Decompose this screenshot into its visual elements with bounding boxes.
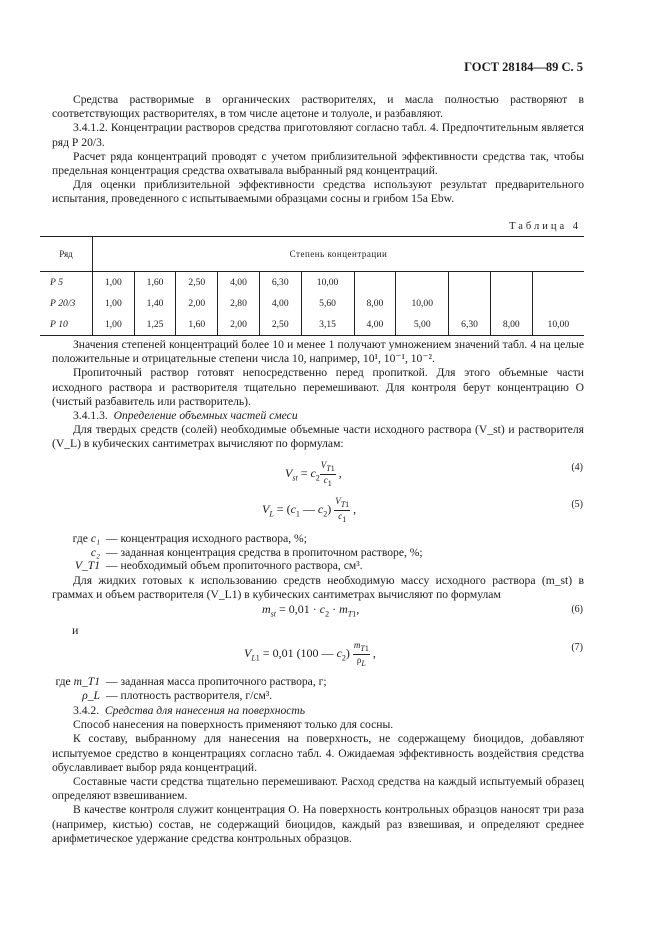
table-cell <box>449 272 491 294</box>
table-header-concentration: Степень концентрации <box>93 237 585 272</box>
table-cell: 2,50 <box>176 272 218 294</box>
equation-number: (6) <box>571 604 583 615</box>
equation-number: (5) <box>571 499 583 510</box>
table-cell: 1,60 <box>176 314 218 336</box>
equation-number: (7) <box>571 642 583 653</box>
definition-text: — плотность растворителя, г/см³. <box>106 688 273 702</box>
paragraph: Средства растворимые в органических растворителях, и масла полностью растворяют в соответствующих растворителях, в том числе ацетоне и толуоле, и разбавляют. <box>52 93 584 121</box>
table-cell: 4,00 <box>259 293 301 314</box>
definition-row <box>52 546 592 560</box>
table-cell: 10,00 <box>396 293 449 314</box>
table-cell: 2,00 <box>176 293 218 314</box>
section-heading <box>52 704 584 718</box>
table-row <box>40 272 584 294</box>
table-cell: 4,00 <box>218 272 260 294</box>
table-cell: 8,00 <box>354 293 396 314</box>
row-label: Р 10 <box>40 314 93 336</box>
liquid-paragraph <box>52 574 584 602</box>
definition-text: — заданная концентрация средства в пропиточном растворе, %; <box>106 545 423 559</box>
row-label: Р 20/3 <box>40 293 93 314</box>
table-cell: 6,30 <box>259 272 301 294</box>
table-caption: Таблица 4 <box>509 221 581 232</box>
definition-row <box>52 689 592 703</box>
table-cell <box>490 293 532 314</box>
page-header: ГОСТ 28184—89 С. 5 <box>464 60 583 74</box>
symbol: c₁ <box>90 532 100 545</box>
table-cell: 10,00 <box>532 314 584 336</box>
table-cell: 1,00 <box>93 272 135 294</box>
definition-text: — необходимый объем пропиточного раствора, см³. <box>106 559 363 573</box>
formula-7: $V_{L1} = 0,01$ (100 — $c_2$) $\frac{m_{T1}}{\rho_L}$ , <box>244 640 376 668</box>
table-cell: 5,00 <box>396 314 449 336</box>
table-cell <box>396 272 449 294</box>
and-word: и <box>72 623 79 637</box>
equation-number: (4) <box>571 462 583 473</box>
paragraph: Для оценки приблизительной эффективности средства используют результат предварительного испытания, проведенного с испытываемыми образцами сосны и грибом 15а Ebw. <box>52 178 584 206</box>
concentration-table <box>40 236 584 336</box>
table-cell <box>532 293 584 314</box>
table-cell <box>490 272 532 294</box>
symbol: c₂ <box>90 545 100 559</box>
table-header-row-label: Ряд <box>40 237 93 272</box>
paragraph: Расчет ряда концентраций проводят с учетом приблизительной эффективности средства так, чтобы предельная концентрация средства охватывала выбранный ряд концентраций. <box>52 149 584 178</box>
table-cell <box>449 293 491 314</box>
section-number: 3.4.2. <box>73 704 100 717</box>
table-cell: 2,80 <box>218 293 260 314</box>
formula-5: $V_L = (c_1$ — $c_2$) $\frac{V_{T1}}{c_1}$ , <box>262 496 357 524</box>
table-cell: 1,25 <box>134 314 176 336</box>
paragraph: Для твердых средств (солей) необходимые объемные части исходного раствора (V_st) и растворителя (V_L) в кубических сантиметрах вычисляют по формулам: <box>52 423 584 451</box>
table-cell: 3,15 <box>301 314 354 336</box>
table-cell: 8,00 <box>490 314 532 336</box>
table-cell: 10,00 <box>301 272 354 294</box>
top-paragraphs <box>52 93 584 207</box>
paragraph: К составу, выбранному для нанесения на поверхность, не содержащему биоцидов, добавляют испытуемое средство в концентрациях согласно табл. 4. Ожидаемая эффективность воздействия средства обуславливает выбор ряда концентраций. <box>52 732 584 774</box>
paragraph: Пропиточный раствор готовят непосредственно перед пропиткой. Для этого объемные части исходного раствора и растворителя тщательно перемешивают. Для контроля берут концентрацию О (чистый разбавитель или растворитель). <box>52 366 584 408</box>
table-cell: 2,00 <box>218 314 260 336</box>
section-title: Средства для нанесения на поверхность <box>104 704 306 717</box>
section-title: Определение объемных частей смеси <box>113 409 298 423</box>
table-cell <box>354 272 396 294</box>
table-cell: 4,00 <box>354 314 396 336</box>
paragraph: Для жидких готовых к использованию средств необходимую массу исходного раствора (m_st) в граммах и объем растворителя (V_L1) в кубических сантиметрах вычисляют по формулам <box>52 574 584 602</box>
definition-row <box>52 559 592 573</box>
section-number: 3.4.1.3. <box>73 409 108 423</box>
symbol: V_T1 <box>74 559 100 573</box>
table-cell: 2,50 <box>259 314 301 336</box>
table-cell <box>532 272 584 294</box>
paragraph: В качестве контроля служит концентрация О. На поверхность контрольных образцов наносят три раза (например, кистью) состав, не содержащий биоцидов, каждый раз взвешивая, и определяют среднее арифметическое удержание средства контрольных образцов. <box>52 803 584 845</box>
definition-text: — концентрация исходного раствора, %; <box>106 532 307 545</box>
paragraph: 3.4.1.2. Концентрации растворов средства приготовляют согласно табл. 4. Предпочтительным является ряд Р 20/3. <box>52 121 584 149</box>
bottom-paragraphs <box>52 704 584 846</box>
paragraph: Значения степеней концентраций более 10 и менее 1 получают умножением значений табл. 4 на целые положительные и отрицательные степени числа 10, например, 10¹, 10⁻¹, 10⁻². <box>52 338 584 366</box>
definitions-list <box>52 532 592 573</box>
paragraph: Составные части средства тщательно перемешивают. Расход средства на каждый испытуемый образец определяют взвешиванием. <box>52 775 584 803</box>
definition-text: — заданная масса пропиточного раствора, г; <box>106 675 327 688</box>
middle-paragraphs <box>52 338 584 452</box>
where-label: где <box>72 532 88 545</box>
table-row <box>40 293 584 314</box>
table-cell: 1,60 <box>134 272 176 294</box>
formula-6: $m_{st} = 0,01 \cdot c_2 \cdot m_{T1}$, <box>262 602 360 619</box>
table-cell: 1,00 <box>93 314 135 336</box>
row-label: Р 5 <box>40 272 93 294</box>
definitions-list <box>52 675 592 702</box>
table-cell: 1,00 <box>93 293 135 314</box>
table-cell: 1,40 <box>134 293 176 314</box>
where-label: где <box>55 675 71 688</box>
definition-row <box>52 675 592 689</box>
table-row <box>40 314 584 336</box>
table-cell: 6,30 <box>449 314 491 336</box>
definition-row <box>52 532 592 546</box>
table-cell: 5,60 <box>301 293 354 314</box>
symbol: m_T1 <box>73 675 100 688</box>
paragraph: Способ нанесения на поверхность применяют только для сосны. <box>73 718 394 732</box>
section-heading <box>52 409 584 423</box>
formula-4: $V_{st} = c_2$ $\frac{V_{T1}}{c_1}$ , <box>285 460 342 488</box>
symbol: ρ_L <box>82 688 100 702</box>
